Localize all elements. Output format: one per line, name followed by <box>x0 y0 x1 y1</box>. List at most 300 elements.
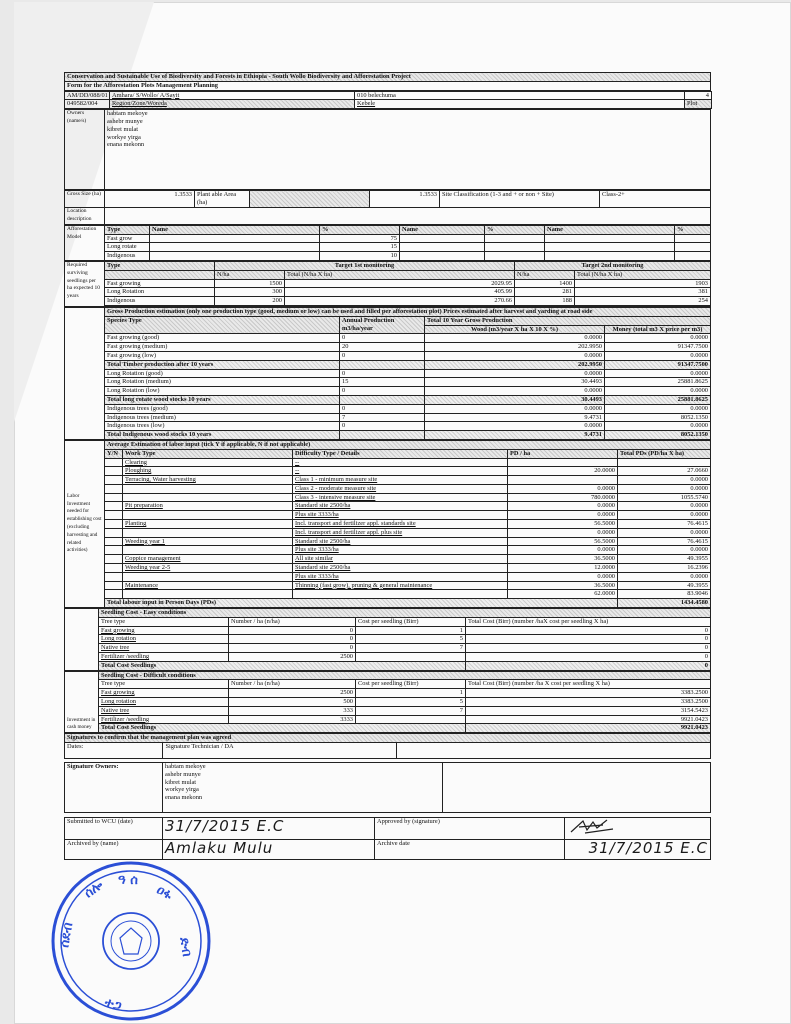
afforestation-pct: 75 <box>320 234 400 243</box>
nha-header: N/ha <box>515 270 575 279</box>
labor-yn <box>105 537 123 546</box>
production-side-label <box>65 307 105 439</box>
labor-total: 83.9046 <box>618 590 711 599</box>
cost-header-num: Number / ha (n/ha) <box>229 680 356 689</box>
labor-total: 0.0000 <box>618 546 711 555</box>
production-wood: 202.9950 <box>425 360 605 369</box>
labor-difficulty: Plus site 3333/ha <box>293 511 508 520</box>
seedlings-value: 281 <box>515 288 575 297</box>
afforestation-cell <box>545 243 675 252</box>
approval-signature <box>565 818 711 840</box>
labor-header-total: Total PDs (PD/ha X ha) <box>618 449 711 458</box>
signature-owner-name: habtam mekoye <box>165 763 206 770</box>
svg-text:ድብ: ድብ <box>176 936 195 958</box>
labor-yn <box>105 493 123 502</box>
seedlings-value: 1903 <box>575 279 711 288</box>
cost-number: 333 <box>229 706 356 715</box>
archive-date-label: Archive date <box>375 839 565 859</box>
seedlings-value: 300 <box>215 288 285 297</box>
labor-pd: 0.0000 <box>508 546 618 555</box>
production-total-label: Total Timber production after 10 years <box>105 360 340 369</box>
seedlings-type: Long Rotation <box>105 288 215 297</box>
seedlings-value: 188 <box>515 297 575 306</box>
labor-pd: 36.5000 <box>508 581 618 590</box>
labor-total: 0.0000 <box>618 476 711 485</box>
labor-pd: 0.0000 <box>508 528 618 537</box>
cost-header-tree: Tree type <box>99 617 229 626</box>
afforestation-name <box>150 243 320 252</box>
afforestation-model-table <box>64 225 711 261</box>
seedling-cost-easy-table <box>64 608 711 671</box>
cost-total: 3154.5423 <box>466 706 711 715</box>
labor-pd: 0.0000 <box>508 511 618 520</box>
afforestation-cell <box>675 252 711 261</box>
total-header: Total (N/ha X ha) <box>575 270 711 279</box>
labor-yn <box>105 590 123 599</box>
production-wood: 30.4493 <box>425 395 605 404</box>
labor-total: 0.0000 <box>618 511 711 520</box>
labor-total: 0.0000 <box>618 572 711 581</box>
labor-pd: 62.0000 <box>508 590 618 599</box>
labor-total: 27.0660 <box>618 467 711 476</box>
labor-yn <box>105 467 123 476</box>
nha-header: N/ha <box>215 270 285 279</box>
labor-work <box>123 511 293 520</box>
cost-header-total: Total Cost (Birr) (number /haX cost per seedling X ha) <box>466 617 711 626</box>
annual-header: Annual Production m3/ha/year <box>340 316 425 334</box>
gross-size-label: Gross Size (ha) <box>65 191 105 208</box>
species-header: Species Type <box>105 316 340 334</box>
labor-header-yn: Y/N <box>105 449 123 458</box>
cost-per-seedling: 7 <box>356 644 466 653</box>
labor-total: 76.4615 <box>618 520 711 529</box>
production-species: Indigenous trees (medium) <box>105 413 340 422</box>
production-money: 0.0000 <box>605 404 711 413</box>
region-value: Amhara/ S/Wollo/ A/Sayit <box>110 91 355 100</box>
afforestation-header: Name <box>545 225 675 234</box>
archived-label: Archived by (name) <box>65 839 163 859</box>
cost-tree: Fast growing <box>99 626 229 635</box>
labor-pd: 780.0000 <box>508 493 618 502</box>
labor-header-pd: PD / ha <box>508 449 618 458</box>
area-table <box>64 190 711 225</box>
cost-total: 0 <box>466 653 711 662</box>
production-species: Indigenous trees (low) <box>105 422 340 431</box>
afforestation-name <box>150 252 320 261</box>
cost-tree: Native tree <box>99 706 229 715</box>
afforestation-type: Indigenous <box>105 252 150 261</box>
seedlings-blank <box>105 270 215 279</box>
plot-id-2: 049582/004 <box>65 100 110 109</box>
signature-owner-name: enana mekonn <box>165 794 203 802</box>
production-money: 91347.7500 <box>605 360 711 369</box>
afforestation-cell <box>545 234 675 243</box>
labor-pd: 20.0000 <box>508 467 618 476</box>
production-annual: 0 <box>340 334 425 343</box>
production-wood: 9.4731 <box>425 431 605 440</box>
production-species: Fast growing (medium) <box>105 343 340 352</box>
cost-header-num: Number / ha (n/ha) <box>229 617 356 626</box>
plot-id: AM/DD/088/01 <box>65 91 110 100</box>
labor-total: 0.0000 <box>618 484 711 493</box>
production-money: 0.0000 <box>605 422 711 431</box>
labor-work <box>123 484 293 493</box>
cost-header-total: Total Cost (Birr) (number /ha X cost per seedling X ha) <box>466 680 711 689</box>
labor-pd: 0.0000 <box>508 572 618 581</box>
labor-work: Ploughing <box>123 467 293 476</box>
labor-difficulty: Standard site 2500/ha <box>293 502 508 511</box>
labor-difficulty: Class 1 - minimum measure site <box>293 476 508 485</box>
production-money: 0.0000 <box>605 387 711 396</box>
cost-tree: Long rotation <box>99 635 229 644</box>
afforestation-header: % <box>675 225 711 234</box>
labor-difficulty: Class 3 - intensive measure site <box>293 493 508 502</box>
cost-number: 500 <box>229 698 356 707</box>
signatures-table <box>64 733 711 759</box>
seedlings-type: Indigenous <box>105 297 215 306</box>
owner-name: ashebr munye <box>107 117 143 125</box>
afforestation-type: Long rotate <box>105 243 150 252</box>
production-table <box>64 307 711 440</box>
labor-pd: 36.5000 <box>508 555 618 564</box>
signature-owner-name: workye yirga <box>165 786 199 794</box>
signatures-agreed: Signatures to confirm that the management plan was agreed <box>65 734 711 743</box>
cost-per-seedling <box>356 653 466 662</box>
labor-yn <box>105 564 123 573</box>
production-total-label: Total long rotate wood stocks 10 years <box>105 395 340 404</box>
production-wood: 0.0000 <box>425 369 605 378</box>
project-title: Conservation and Sustainable Use of Biodiversity and Forests in Ethiopia - South Wollo Biodiversity and Afforestation Project <box>65 73 711 82</box>
afforestation-header: Name <box>150 225 320 234</box>
seedlings-label: Required surviving seedlings per ha expected 10 years <box>65 261 105 306</box>
cost-total: 0 <box>466 635 711 644</box>
production-total-label: Total Indigenous wood stocks 10 years <box>105 431 340 440</box>
labor-difficulty: Plus site 3333/ha <box>293 572 508 581</box>
owner-signature-table <box>64 762 711 813</box>
labor-yn <box>105 581 123 590</box>
afforestation-header: % <box>485 225 545 234</box>
labor-work: Coppice management <box>123 555 293 564</box>
labor-side-label: Labor Investment needed for establishing cost (excluding harvesting and related activities) <box>65 440 105 607</box>
archived-name: Amlaku Mulu <box>163 839 375 859</box>
production-money: 8052.1350 <box>605 413 711 422</box>
labor-pd: 0.0000 <box>508 502 618 511</box>
submission-table <box>64 817 711 860</box>
labor-work: Weeding year 1 <box>123 537 293 546</box>
cost-number: 0 <box>229 635 356 644</box>
location-label: Location description <box>65 207 105 224</box>
total10-header: Total 10 Year Gross Production <box>425 316 711 325</box>
labor-difficulty: -- <box>293 458 508 467</box>
labor-work: Maintenance <box>123 581 293 590</box>
kebele-value: 010 belechuma <box>355 91 685 100</box>
cost-total: 0 <box>466 644 711 653</box>
afforestation-cell <box>485 234 545 243</box>
afforestation-cell <box>400 243 485 252</box>
production-money: 91347.7500 <box>605 343 711 352</box>
seedlings-value: 254 <box>575 297 711 306</box>
labor-difficulty: Incl. transport and fertilizer appl. plus site <box>293 528 508 537</box>
cost-total: 3383.2500 <box>466 698 711 707</box>
afforestation-type: Fast grow <box>105 234 150 243</box>
production-wood: 9.4731 <box>425 413 605 422</box>
production-wood: 0.0000 <box>425 387 605 396</box>
cost-sum-value: 9921.0423 <box>466 724 711 733</box>
labor-work: Pit preparation <box>123 502 293 511</box>
production-species: Fast growing (good) <box>105 334 340 343</box>
afforestation-pct: 15 <box>320 243 400 252</box>
production-annual: 0 <box>340 369 425 378</box>
plot-number: 4 <box>685 91 712 100</box>
svg-text:ዓ ሰ: ዓ ሰ <box>118 873 138 888</box>
total-header: Total (N/ha X ha) <box>285 270 515 279</box>
production-money: 25881.8625 <box>605 395 711 404</box>
seedlings-value: 270.66 <box>285 297 515 306</box>
seedlings-value: 1500 <box>215 279 285 288</box>
labor-difficulty: Incl. transport and fertilizer appl. standards site <box>293 520 508 529</box>
production-species: Indigenous trees (good) <box>105 404 340 413</box>
afforestation-cell <box>485 243 545 252</box>
owner-name: enana mekonn <box>107 141 145 149</box>
afforestation-cell <box>400 252 485 261</box>
labor-work <box>123 572 293 581</box>
labor-difficulty: Standard site 2500/ha <box>293 564 508 573</box>
labor-pd: 12.0000 <box>508 564 618 573</box>
production-wood: 202.9950 <box>425 343 605 352</box>
production-title: Gross Production estimation (only one production type (good, medium or low) can be used and filled per afforestation plot) Prices estimated after harvest and yarding at road side <box>105 307 711 316</box>
seedlings-type: Fast growing <box>105 279 215 288</box>
labor-yn <box>105 458 123 467</box>
gross-size-value: 1.3533 <box>105 191 195 208</box>
labor-work: Terracing, Water harvesting <box>123 476 293 485</box>
production-species: Long Rotation (medium) <box>105 378 340 387</box>
svg-text:ዐፋ: ዐፋ <box>154 882 175 904</box>
afforestation-header: Type <box>105 225 150 234</box>
cost-tree: Native tree <box>99 644 229 653</box>
afforestation-label: Afforestation Model <box>65 225 105 260</box>
cost-per-seedling: 1 <box>356 626 466 635</box>
admin-table <box>64 91 712 110</box>
afforestation-form <box>64 72 711 860</box>
approved-label: Approved by (signature) <box>375 818 565 840</box>
labor-pd: 0.0000 <box>508 484 618 493</box>
labor-work <box>123 528 293 537</box>
afforestation-header: % <box>320 225 400 234</box>
official-stamp-seal <box>48 858 214 1024</box>
labor-work <box>123 546 293 555</box>
cost-total: 0 <box>466 626 711 635</box>
cost-sum-label: Total Cost Seedlings <box>99 661 466 670</box>
labor-work: Planting <box>123 520 293 529</box>
labor-work: Clearing <box>123 458 293 467</box>
production-wood: 30.4493 <box>425 378 605 387</box>
production-annual <box>340 395 425 404</box>
seedlings-value: 1400 <box>515 279 575 288</box>
technician-label: Signature Technician / DA <box>163 743 396 759</box>
labor-yn <box>105 502 123 511</box>
production-annual: 20 <box>340 343 425 352</box>
owner-name: habtam mekoye <box>107 110 148 118</box>
svg-text:ሰደብ: ሰደብ <box>57 921 77 949</box>
labor-pd <box>508 476 618 485</box>
production-annual: 0 <box>340 404 425 413</box>
afforestation-cell <box>485 252 545 261</box>
production-wood: 0.0000 <box>425 404 605 413</box>
production-annual: 7 <box>340 413 425 422</box>
cost-title: Seedling Cost - Easy conditions <box>99 609 711 618</box>
cost-number: 2500 <box>229 653 356 662</box>
labor-table <box>64 440 711 608</box>
labor-yn <box>105 546 123 555</box>
signature-owner-name: kibret mulat <box>165 778 197 786</box>
svg-text:ተጋ: ተጋ <box>102 995 124 1015</box>
seedlings-type-header: Type <box>105 261 215 270</box>
production-annual <box>340 431 425 440</box>
labor-total: 49.3955 <box>618 581 711 590</box>
production-annual: 15 <box>340 378 425 387</box>
cost-tree: Long rotation <box>99 698 229 707</box>
labor-yn <box>105 555 123 564</box>
cost-sum-label: Total Cost Seedlings <box>99 724 466 733</box>
production-wood: 0.0000 <box>425 334 605 343</box>
labor-difficulty: Thinning (fast grow), pruning & general maintenance <box>293 581 508 590</box>
cost-header-cost: Cost per seedling (Birr) <box>356 680 466 689</box>
labor-total-value: 1434.4580 <box>618 599 711 608</box>
labor-header-difficulty: Difficulty Type / Details <box>293 449 508 458</box>
seedlings-value: 381 <box>575 288 711 297</box>
labor-pd: 56.5000 <box>508 537 618 546</box>
labor-pd <box>508 458 618 467</box>
cost-total: 3383.2500 <box>466 689 711 698</box>
cost-tree: Fertilizer /seedling <box>99 715 229 724</box>
cost-per-seedling: 5 <box>356 635 466 644</box>
production-annual: 0 <box>340 351 425 360</box>
labor-total: 0.0000 <box>618 502 711 511</box>
cost-header-tree: Tree type <box>99 680 229 689</box>
seedlings-value: 405.99 <box>285 288 515 297</box>
production-money: 0.0000 <box>605 369 711 378</box>
production-species: Fast growing (low) <box>105 351 340 360</box>
seedlings-value: 2029.95 <box>285 279 515 288</box>
monitoring-1-header: Target 1st monitoring <box>215 261 515 270</box>
labor-yn <box>105 528 123 537</box>
submitted-label: Submitted to WCU (date) <box>65 818 163 840</box>
region-label: Region/Zone/Woreda <box>110 100 355 109</box>
labor-difficulty: Class 2 - moderate measure site <box>293 484 508 493</box>
owner-name: kibret mulat <box>107 125 139 133</box>
cost-total: 9921.0423 <box>466 715 711 724</box>
labor-yn <box>105 484 123 493</box>
production-annual <box>340 360 425 369</box>
cost-header-cost: Cost per seedling (Birr) <box>356 617 466 626</box>
labor-yn <box>105 520 123 529</box>
cost-sum-value: 0 <box>466 661 711 670</box>
labor-work: Weeding year 2-5 <box>123 564 293 573</box>
labor-total: 76.4615 <box>618 537 711 546</box>
production-wood: 0.0000 <box>425 351 605 360</box>
kebele-label: Kebele <box>355 100 685 109</box>
production-wood: 0.0000 <box>425 422 605 431</box>
site-class-value: Class-2+ <box>600 191 711 208</box>
signature-owners-label: Signature Owners: <box>65 763 163 813</box>
labor-difficulty: Standard site 2500/ha <box>293 537 508 546</box>
labor-yn <box>105 476 123 485</box>
monitoring-2-header: Target 2nd monitoring <box>515 261 711 270</box>
afforestation-cell <box>675 243 711 252</box>
cost-tree: Fast growing <box>99 689 229 698</box>
labor-difficulty: Plus site 3333/ha <box>293 546 508 555</box>
afforestation-header: Name <box>400 225 485 234</box>
cost-per-seedling <box>356 715 466 724</box>
labor-difficulty: All site similar <box>293 555 508 564</box>
cost-number: 0 <box>229 644 356 653</box>
submitted-date: 31/7/2015 E.C <box>163 818 375 840</box>
production-species: Long Rotation (low) <box>105 387 340 396</box>
labor-header-work: Work Type <box>123 449 293 458</box>
labor-yn <box>105 511 123 520</box>
form-title: Form for the Afforestation Plots Management Planning <box>65 81 711 90</box>
signature-owners-list <box>163 763 443 813</box>
cost-per-seedling: 5 <box>356 698 466 707</box>
labor-total: 0.0000 <box>618 528 711 537</box>
cost-per-seedling: 7 <box>356 706 466 715</box>
cost-side-label: Investment in cash money <box>65 671 99 733</box>
afforestation-cell <box>400 234 485 243</box>
svg-text:ሰሎ: ሰሎ <box>81 877 107 902</box>
owners-list <box>105 110 711 190</box>
afforestation-pct: 10 <box>320 252 400 261</box>
archive-date: 31/7/2015 E.C <box>565 839 711 859</box>
cost-number: 3333 <box>229 715 356 724</box>
cost-number: 2500 <box>229 689 356 698</box>
plot-label: Plot <box>685 100 712 109</box>
labor-total <box>618 458 711 467</box>
seedlings-table <box>64 261 711 307</box>
labor-title: Average Estimation of labor input (tick Y if applicable, N if not applicable) <box>105 440 711 449</box>
production-money: 0.0000 <box>605 351 711 360</box>
owners-label: Owners (name/s) <box>65 110 105 190</box>
plantable-area-label: Plant able Area (ha) <box>195 191 250 208</box>
afforestation-cell <box>545 252 675 261</box>
cost-number: 0 <box>229 626 356 635</box>
afforestation-cell <box>675 234 711 243</box>
production-money: 8052.1350 <box>605 431 711 440</box>
cost-per-seedling: 1 <box>356 689 466 698</box>
labor-total: 16.2396 <box>618 564 711 573</box>
site-class-label: Site Classification (1-3 and + or non + Site) <box>440 191 600 208</box>
cost-title: Seedling Cost - Difficult conditions <box>99 671 711 680</box>
dates-label: Dates: <box>65 743 163 759</box>
labor-difficulty: -- <box>293 467 508 476</box>
afforestation-name <box>150 234 320 243</box>
plantable-area-value: 1.3533 <box>370 191 440 208</box>
production-money: 0.0000 <box>605 334 711 343</box>
money-header: Money (total m3 X price per m3) <box>605 325 711 334</box>
production-annual: 0 <box>340 387 425 396</box>
labor-work <box>123 493 293 502</box>
seedling-cost-difficult-table <box>64 671 711 734</box>
production-annual: 0 <box>340 422 425 431</box>
labor-pd: 56.5000 <box>508 520 618 529</box>
production-species: Long Rotation (good) <box>105 369 340 378</box>
production-money: 25881.8625 <box>605 378 711 387</box>
cost-side-label <box>65 609 99 671</box>
owners-table <box>64 109 711 190</box>
header-table <box>64 72 711 91</box>
cost-tree: Fertilizer /seedling <box>99 653 229 662</box>
owner-name: workye yirga <box>107 133 141 141</box>
labor-total: 49.3955 <box>618 555 711 564</box>
